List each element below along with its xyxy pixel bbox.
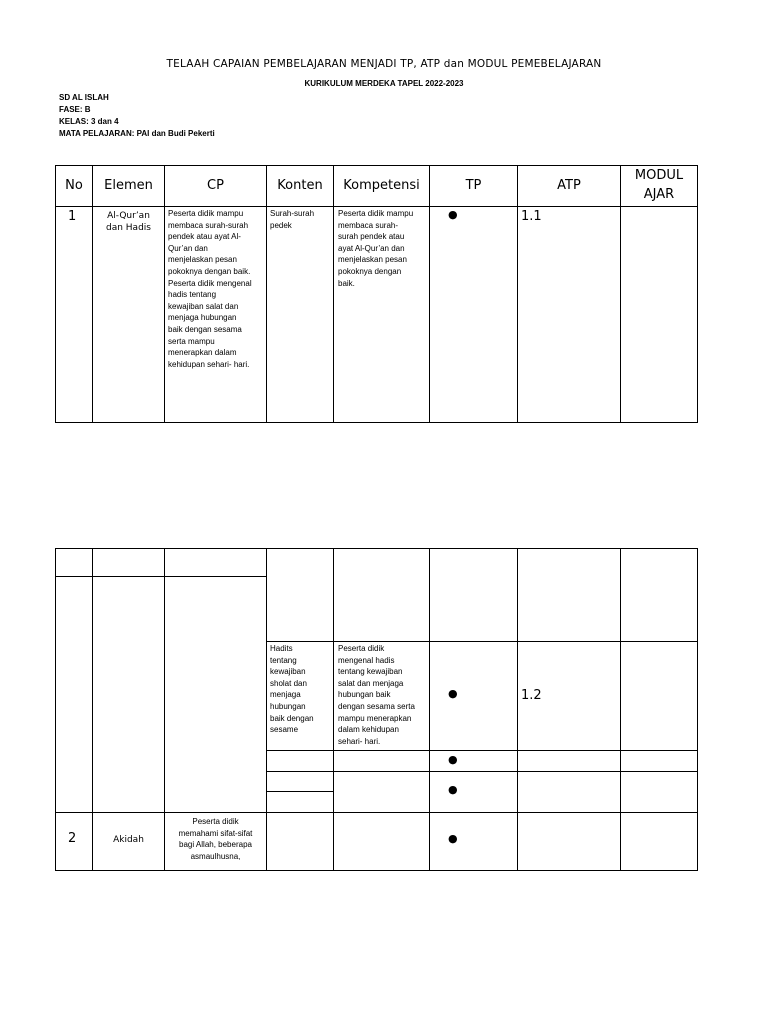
row2-tp-bullet: ● [448, 832, 458, 845]
row-c-tp-bullet: ● [448, 783, 458, 796]
school-name: SD AL ISLAH [59, 93, 109, 102]
row-b-tp-bullet: ● [448, 753, 458, 766]
header-elemen: Elemen [104, 178, 153, 193]
document-subtitle: KURIKULUM MERDEKA TAPEL 2022-2023 [304, 79, 464, 88]
row1-elemen: Al-Qur’an dan Hadis [106, 211, 151, 233]
row1-no: 1 [68, 209, 77, 224]
phase-label: FASE: B [59, 105, 91, 114]
header-atp: ATP [557, 178, 581, 193]
row1-konten: Surah-surah pedek [270, 209, 315, 230]
row1-kompetensi: Peserta didik mampu membaca surah- surah pendek atau ayat Al-Qur’an dan menjelaskan pesan pokoknya dengan baik. [338, 209, 414, 288]
header-no: No [65, 178, 83, 193]
row1-atp: 1.1 [521, 209, 542, 224]
subject-label: MATA PELAJARAN: PAI dan Budi Pekerti [59, 129, 215, 138]
hadits-konten: Hadits tentang kewajiban sholat dan menjaga hubungan baik dengan sesame [270, 644, 314, 735]
row1-cp: Peserta didik mampu membaca surah-surah pendek atau ayat Al- Qur’an dan menjelaskan pesan pokoknya dengan baik. Peserta didik mengenal hadis tentang kewajiban salat dan menjaga hubungan baik dengan sesama serta mampu menerapkan dalam kehidupan sehari- hari. [168, 209, 252, 369]
document-title: TELAAH CAPAIAN PEMBELAJARAN MENJADI TP, ATP dan MODUL PEMEBELAJARAN [166, 58, 602, 70]
hadits-tp-bullet: ● [448, 687, 458, 700]
class-label: KELAS: 3 dan 4 [59, 117, 119, 126]
header-tp: TP [465, 178, 482, 193]
row2-cp: Peserta didik memahami sifat-sifat bagi Allah, beberapa asmaulhusna, [178, 817, 253, 861]
header-cp: CP [207, 178, 224, 193]
header-kompetensi: Kompetensi [343, 178, 420, 193]
hadits-kompetensi: Peserta didik mengenal hadis tentang kewajiban salat dan menjaga hubungan baik dengan sesama serta mampu menerapkan dalam kehidupan sehari- hari. [338, 644, 415, 746]
header-konten: Konten [277, 178, 323, 193]
row1-tp-bullet: ● [448, 208, 458, 221]
row2-elemen: Akidah [113, 835, 144, 845]
row2-no: 2 [68, 831, 77, 846]
header-modul-ajar: MODUL AJAR [634, 168, 684, 202]
hadits-atp: 1.2 [521, 688, 542, 703]
